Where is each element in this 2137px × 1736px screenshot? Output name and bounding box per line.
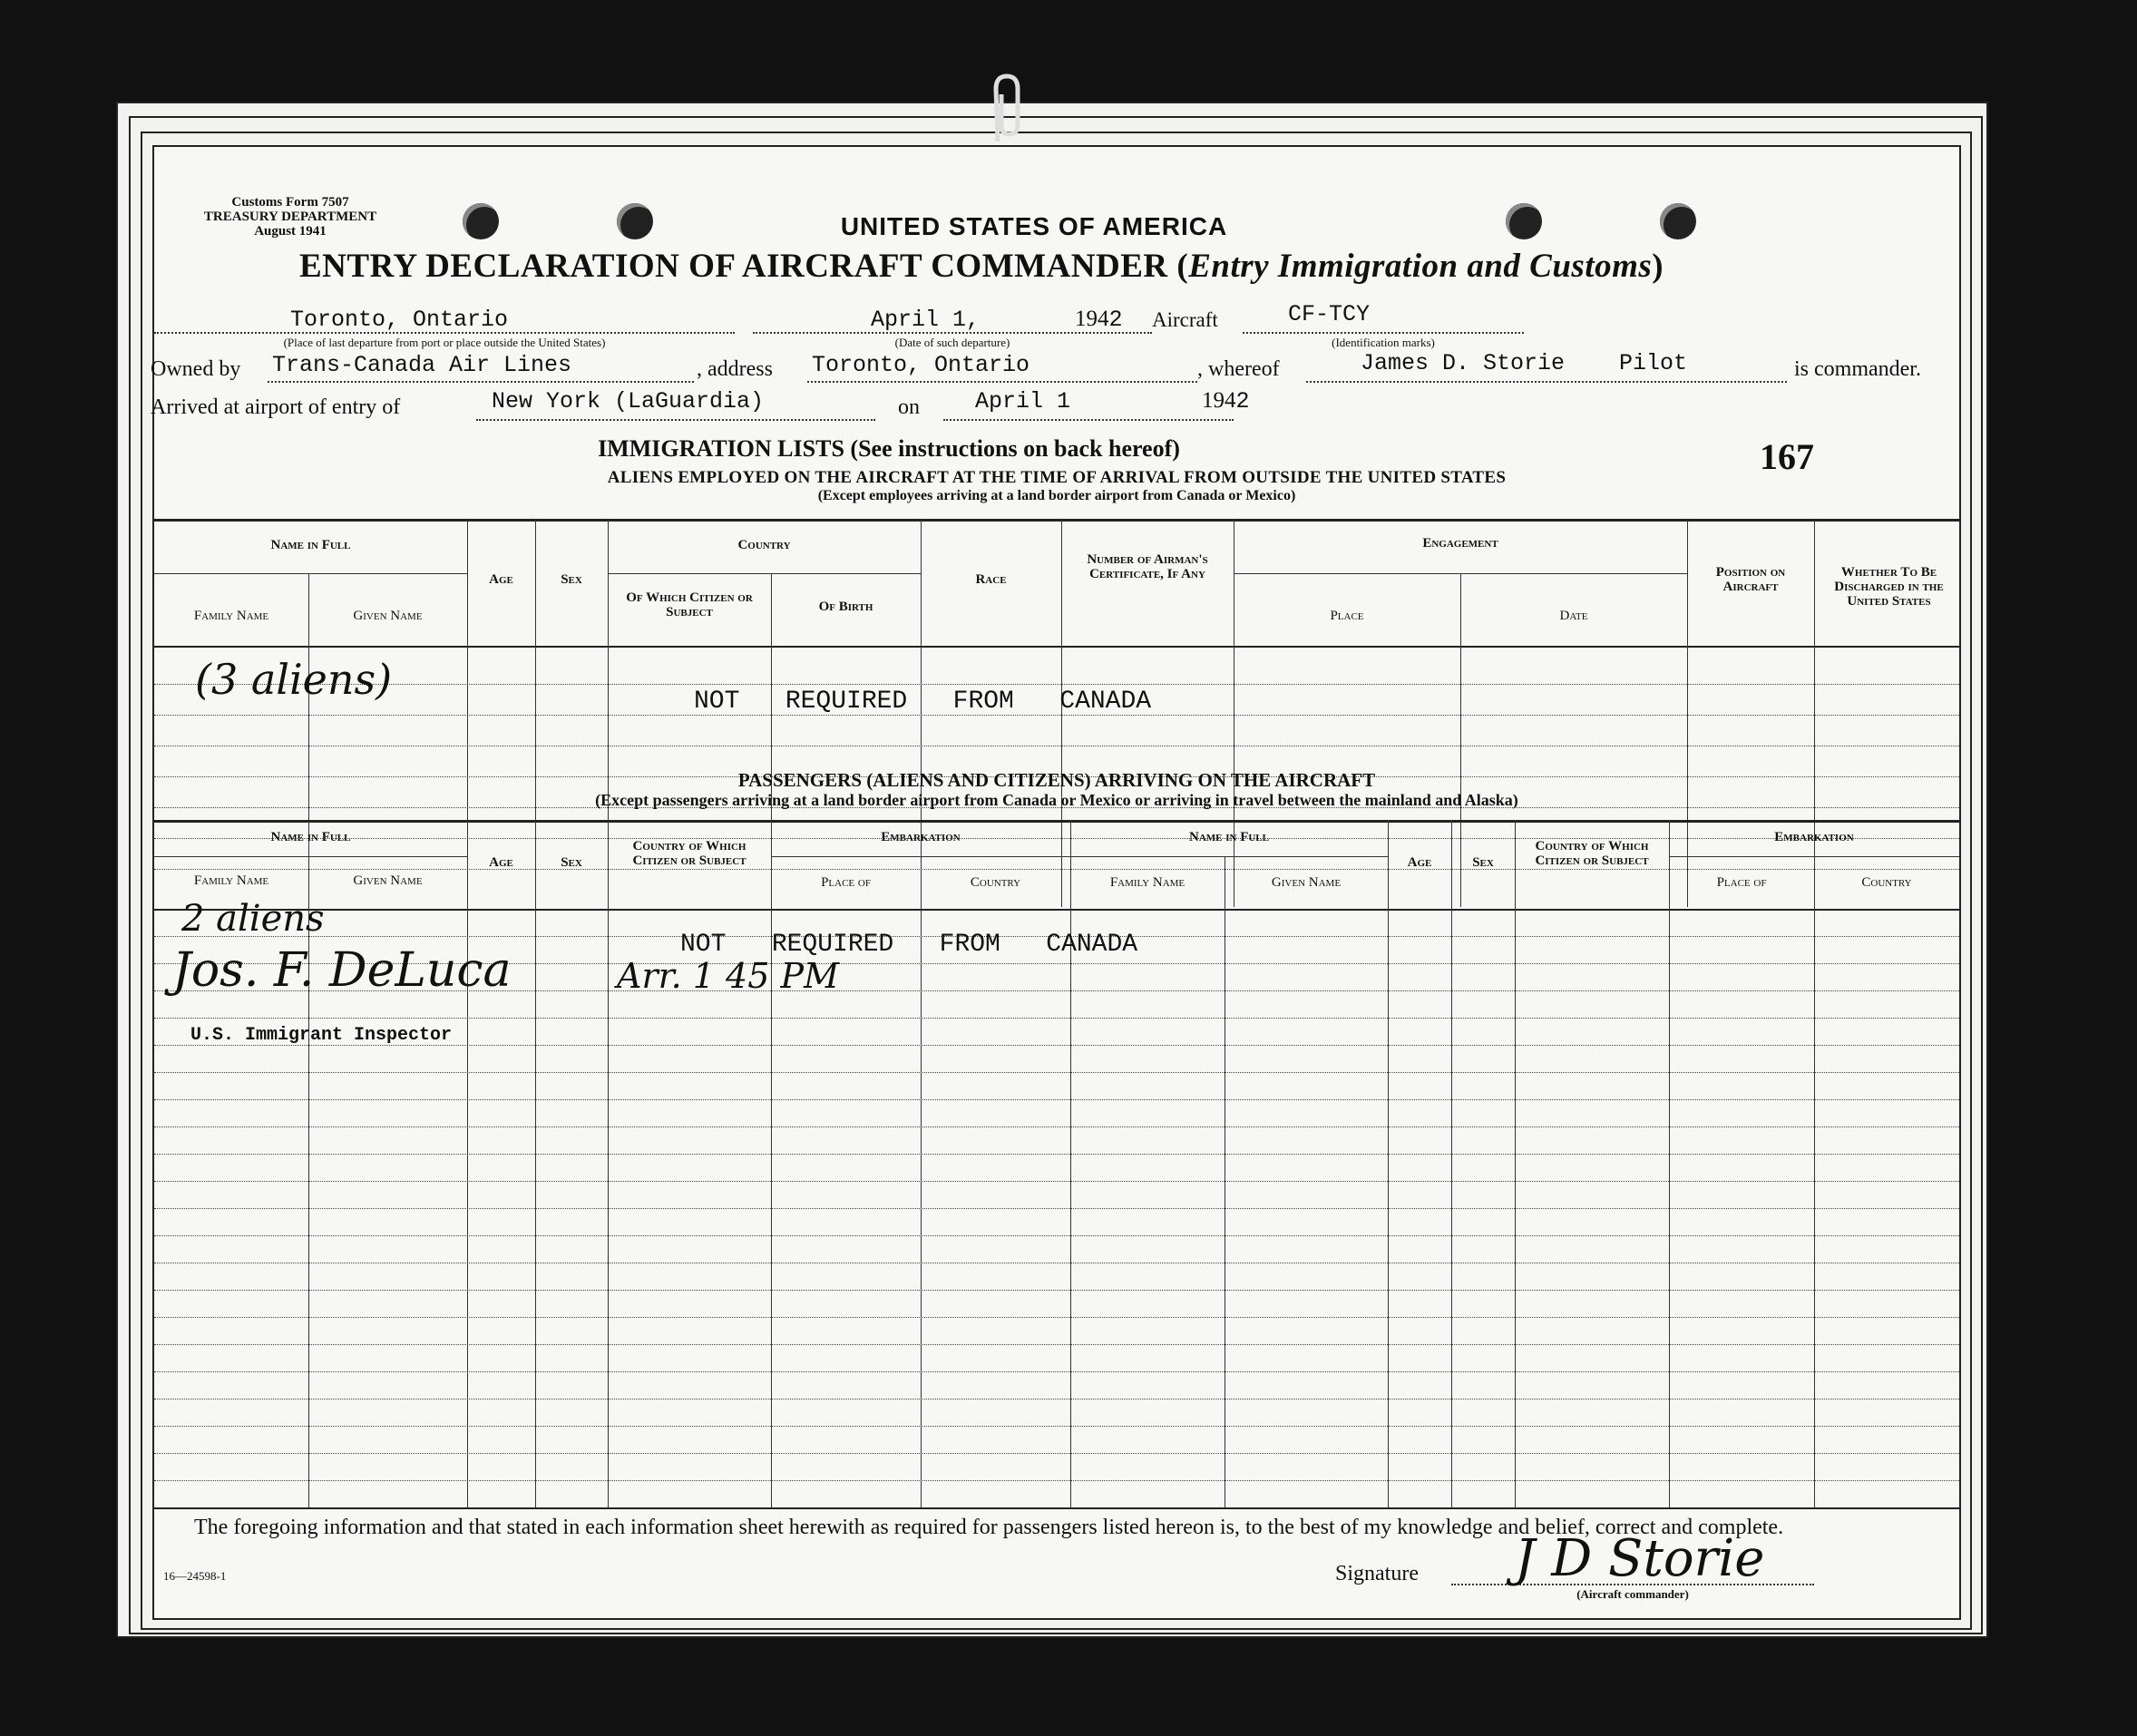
p-col-name-in-full: Name in Full — [270, 830, 351, 844]
departure-place-caption: (Place of last departure from port or place outside the United States) — [283, 336, 606, 349]
col-sex: Sex — [561, 572, 582, 587]
commander-signature: J D Storie — [1515, 1529, 1765, 1588]
departure-date — [871, 307, 1123, 333]
departure-year: 194 — [1075, 307, 1109, 331]
owned-by-label: Owned by — [151, 357, 241, 381]
punch-hole — [617, 203, 653, 239]
col-discharged: Whether To Be Discharged in the United States — [1834, 565, 1944, 609]
col-country: Country — [737, 538, 791, 552]
aircraft-value: CF-TCY — [1288, 301, 1371, 327]
col-certificate: Number of Airman's Certificate, If Any — [1087, 552, 1208, 581]
commander-suffix: is commander. — [1794, 357, 1921, 381]
p-col-age-2: Age — [1407, 855, 1432, 870]
arrival-year-suffix: 2 — [1235, 388, 1250, 414]
form-sheet — [152, 145, 1961, 1620]
passengers-note: (Except passengers arriving at a land border airport from Canada or Mexico or arriving in travel between the mainland and Alaska) — [595, 791, 1518, 809]
owner-line — [268, 381, 694, 383]
arrival-time-mark: Arr. 1 45 PM — [617, 956, 839, 996]
punch-hole — [1660, 203, 1696, 239]
col-given-name: Given Name — [353, 609, 423, 623]
p-col-place-of-2: Place of — [1716, 875, 1767, 890]
country-heading: UNITED STATES OF AMERICA — [840, 212, 1228, 240]
department: TREASURY DEPARTMENT — [203, 209, 377, 224]
passengers-heading — [154, 769, 1959, 792]
page-number: 167 — [1760, 436, 1814, 477]
col-age: Age — [489, 572, 513, 587]
address-line — [807, 381, 1197, 383]
col-eng-date: Date — [1559, 609, 1588, 623]
p-col-place-of: Place of — [821, 875, 871, 890]
aliens-subheading: ALIENS EMPLOYED ON THE AIRCRAFT AT THE TIME OF ARRIVAL FROM OUTSIDE THE UNITED STATES — [607, 468, 1507, 487]
p-col-embarkation: Embarkation — [881, 830, 961, 844]
col-eng-place: Place — [1330, 609, 1364, 623]
page-title — [299, 247, 1841, 286]
arrival-date — [975, 388, 1250, 414]
signature-label: Signature — [1335, 1562, 1419, 1585]
passengers-not-required-stamp: NOT REQUIRED FROM CANADA — [680, 931, 1138, 959]
title-main: ENTRY DECLARATION OF AIRCRAFT COMMANDER ( — [299, 248, 1189, 285]
print-code: 16—24598-1 — [163, 1569, 227, 1583]
p-col-given-name: Given Name — [353, 873, 423, 888]
arrival-on-label: on — [898, 395, 920, 419]
col-engagement: Engagement — [1422, 536, 1498, 551]
commander-line — [1306, 381, 1787, 383]
paper-clip-icon — [980, 71, 1034, 143]
passengers-handwritten-note: 2 aliens — [181, 898, 325, 940]
inspector-signature: Jos. F. DeLuca — [172, 943, 512, 998]
address-value: Toronto, Ontario — [812, 352, 1030, 378]
aircraft-line — [1243, 332, 1524, 334]
p-col-sex: Sex — [561, 855, 582, 870]
p-col-country-citizen-2: Country of Which Citizen or Subject — [1535, 839, 1649, 868]
p-col-name-in-full-2: Name in Full — [1188, 830, 1269, 844]
departure-date-caption: (Date of such departure) — [894, 336, 1010, 349]
arrival-date-line — [943, 419, 1234, 421]
declaration-text: The foregoing information and that stated in each information sheet herewith as required for passengers listed hereon is, to the best of my knowledge and belief, correct and complete. — [194, 1516, 1784, 1539]
whereof-label: , whereof — [1197, 357, 1280, 381]
arrival-airport-line — [476, 419, 875, 421]
arrival-label: Arrived at airport of entry of — [151, 395, 401, 419]
commander-name: James D. Storie Pilot — [1361, 350, 1688, 376]
punch-hole — [463, 203, 499, 239]
aliens-note: (Except employees arriving at a land border airport from Canada or Mexico) — [817, 488, 1296, 503]
p-col-age: Age — [489, 855, 513, 870]
departure-date-prefix: April 1, — [871, 307, 981, 333]
p-col-family-name: Family Name — [193, 873, 269, 888]
col-position: Position on Aircraft — [1715, 565, 1786, 594]
departure-year-suffix: 2 — [1108, 307, 1123, 333]
inspector-title: U.S. Immigrant Inspector — [190, 1025, 453, 1046]
punch-hole — [1506, 203, 1542, 239]
col-race: Race — [975, 572, 1007, 587]
owner-value: Trans-Canada Air Lines — [272, 352, 572, 378]
immigration-heading: IMMIGRATION LISTS (See instructions on back hereof) — [598, 435, 1180, 462]
col-of-birth: Of Birth — [818, 600, 873, 614]
col-family-name: Family Name — [193, 609, 269, 623]
aircraft-caption: (Identification marks) — [1332, 336, 1435, 349]
title-end: ) — [1652, 248, 1664, 285]
form-date: August 1941 — [254, 223, 327, 239]
col-citizen-of: Of Which Citizen or Subject — [626, 590, 753, 619]
form-number: Customs Form 7507 — [231, 195, 349, 210]
p-col-country-citizen: Country of Which Citizen or Subject — [632, 839, 746, 868]
col-name-in-full: Name in Full — [270, 538, 351, 552]
p-col-given-name-2: Given Name — [1271, 875, 1342, 890]
arrival-airport: New York (LaGuardia) — [492, 388, 765, 414]
p-col-embarkation-2: Embarkation — [1774, 830, 1854, 844]
p-col-country-2: Country — [1861, 875, 1912, 890]
passengers-table — [154, 820, 1959, 1509]
title-italic: Entry Immigration and Customs — [1188, 248, 1653, 285]
form-identifier — [154, 196, 426, 239]
arrival-date-value: April 1 — [975, 388, 1071, 414]
signature-caption: (Aircraft commander) — [1576, 1587, 1689, 1601]
p-col-family-name-2: Family Name — [1109, 875, 1186, 890]
address-label: , address — [697, 357, 773, 381]
departure-place: Toronto, Ontario — [290, 307, 509, 333]
aliens-not-required-stamp: NOT REQUIRED FROM CANADA — [694, 688, 1152, 716]
p-col-country: Country — [970, 875, 1021, 890]
aliens-handwritten-note: (3 aliens) — [195, 655, 393, 704]
aircraft-label: Aircraft — [1152, 308, 1218, 331]
passengers-heading-text: PASSENGERS (ALIENS AND CITIZENS) ARRIVING ON THE AIRCRAFT — [737, 769, 1376, 791]
p-col-sex-2: Sex — [1472, 855, 1494, 870]
arrival-year: 194 — [1202, 388, 1236, 413]
